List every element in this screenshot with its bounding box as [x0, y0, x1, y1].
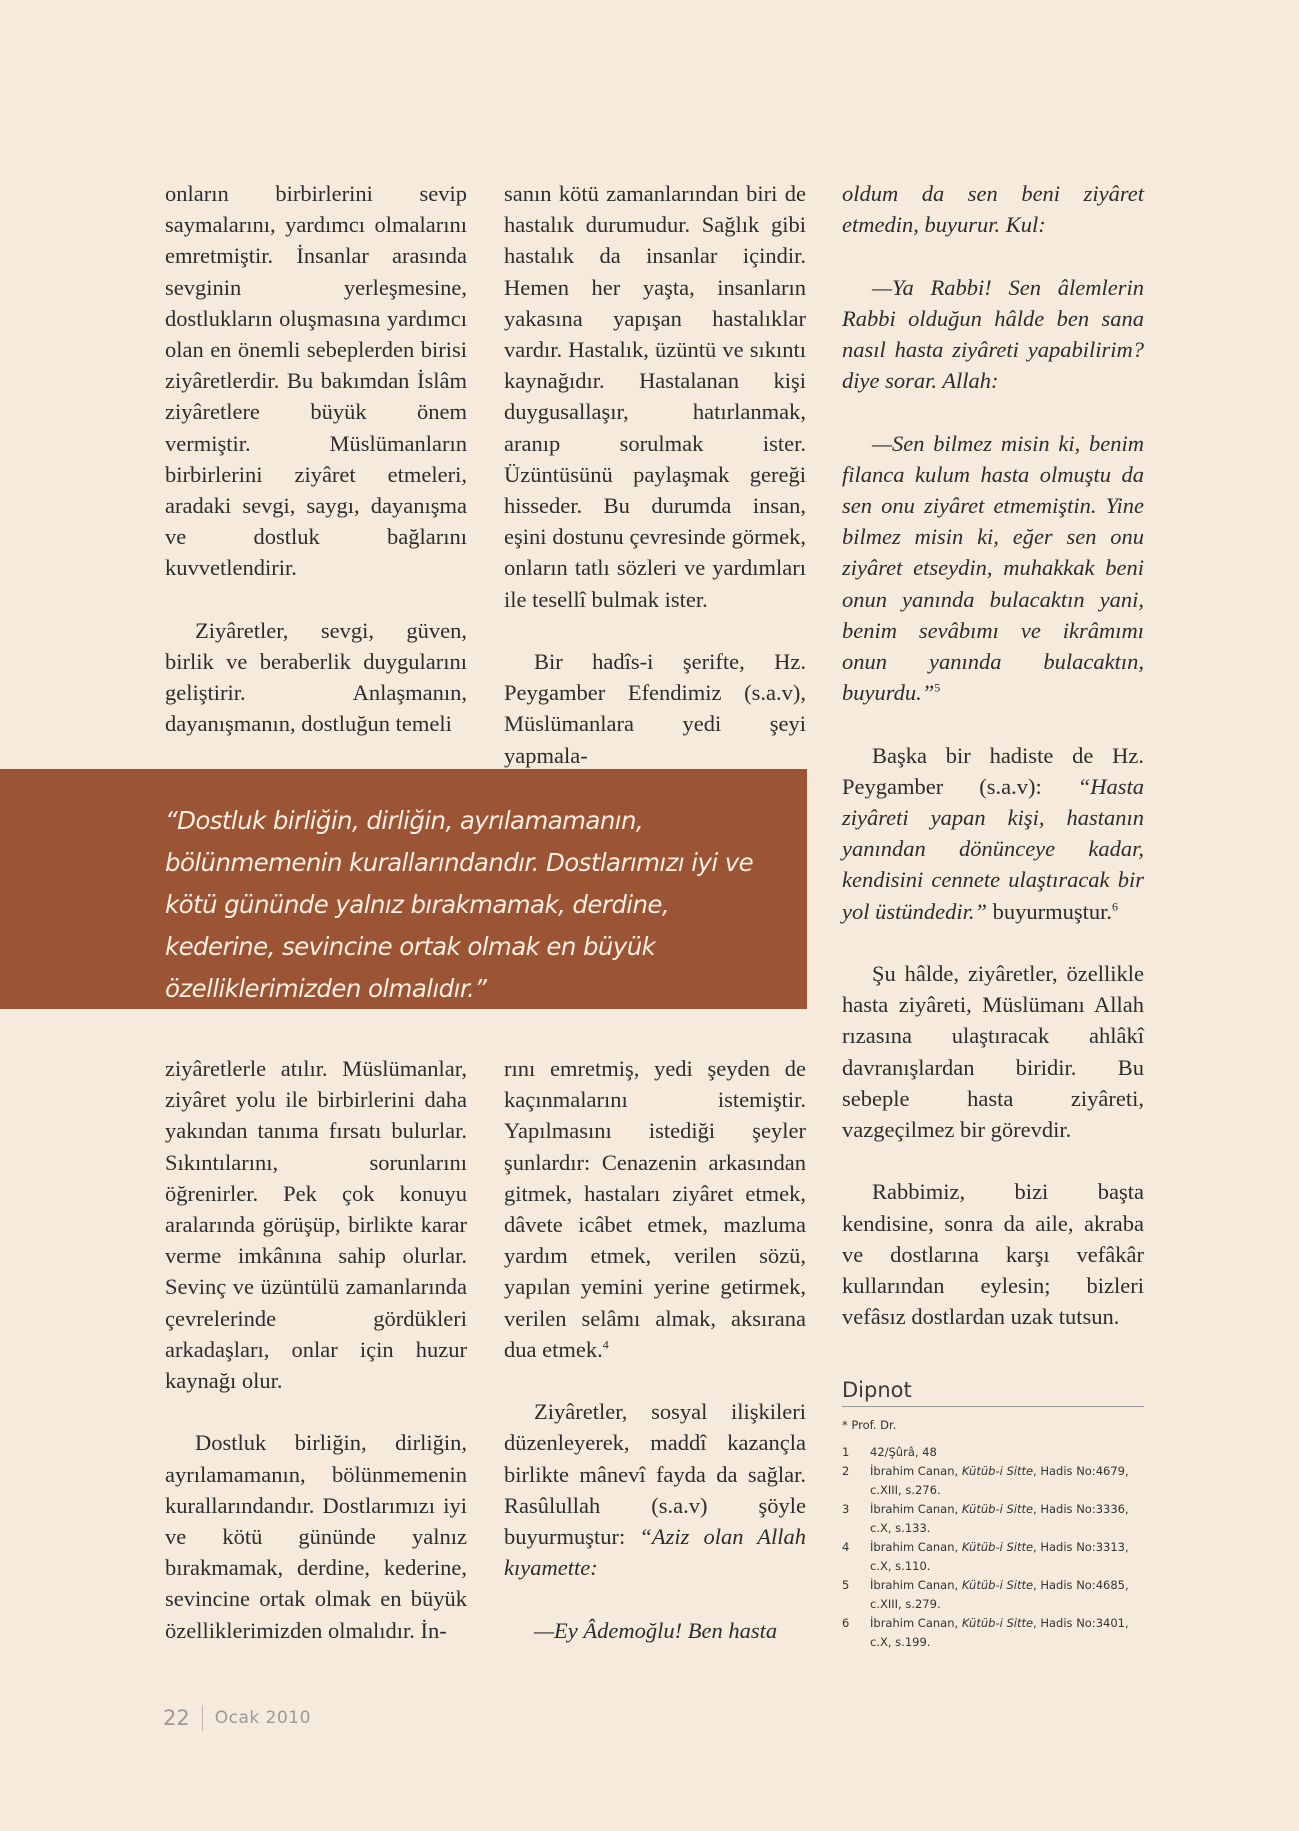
paragraph: Rabbimiz, bizi başta kendisine, sonra da aile, akraba ve dostlarına karşı vefâkâr kullarından eylesin; bizleri vefâsız dostlardan uzak tutsun. — [842, 1179, 1144, 1330]
paragraph-text: rını emretmiş, yedi şeyden de kaçınmalarını istemiştir. Yapılmasını istediği şeyler şunlardır: Cenazenin arkasından gitmek, hastaları ziyâret etmek, dâvete icâbet etmek, mazluma yardım etmek, verilen sözü, yapılan yemini yerine getirmek, verilen selâmı almak, aksırana dua etmek. — [504, 1056, 806, 1362]
hadith-quote: oldum da sen beni ziyâret etmedin, buyurur. Kul: — [842, 181, 1144, 238]
paragraph: Dostluk birliğin, dirliğin, ayrılamamanın, bölünmemenin kurallarındandır. Dostlarımızı iyi ve kötü gününde yalnız bırakmamak, derdine, kederine, sevincine ortak olmak en büyük özelliklerimizden olmalıdır. İn- — [165, 1430, 467, 1643]
footnote-book-title: Kütüb-i Sitte — [961, 1540, 1034, 1554]
footnotes — [842, 1416, 1144, 1652]
footnote-text: İbrahim Canan, Kütüb-i Sitte, Hadis No:4685, c.XIII, s.279. — [870, 1578, 1129, 1611]
footnote-item — [842, 1576, 1144, 1614]
hadith-quote: “Hasta ziyâreti yapan kişi, hastanın yanından dönünceye kadar, kendisini cennete ulaştıracak bir yol üstündedir.” — [842, 773, 1144, 924]
footnote-item — [842, 1443, 1144, 1462]
hadith-quote-text: —Sen bilmez misin ki, benim filanca kulum hasta olmuştu da sen onu ziyâret etmemiştin. Yine bilmez misin ki, eğer sen onu ziyâret etseydin, muhakkak beni onun yanında bulacaktın yani, benim sevâbımı ve ikrâmımı onun yanında bulacaktın, buyurdu.” — [842, 430, 1144, 706]
column-1-bottom — [165, 1053, 467, 1646]
footnote-ref: 5 — [934, 680, 941, 695]
hadith-quote: —Ya Rabbi! Sen âlemlerin Rabbi olduğun hâlde ben sana nasıl hasta ziyâreti yapabilirim? diye sorar. Allah: — [842, 274, 1144, 394]
footnote-text: İbrahim Canan, Kütüb-i Sitte, Hadis No:3313, c.X, s.110. — [870, 1540, 1129, 1573]
footnote-number: 5 — [842, 1578, 850, 1592]
paragraph: Şu hâlde, ziyâretler, özellikle hasta ziyâreti, Müslümanı Allah rızasına ulaştıracak ahlâkî davranışlardan biridir. Bu sebeple hasta ziyâreti, vazgeçilmez bir görevdir. — [842, 961, 1144, 1143]
column-2-bottom — [504, 1053, 806, 1646]
footnote-item — [842, 1462, 1144, 1500]
footnote-number: 4 — [842, 1540, 850, 1554]
hadith-quote: “Aziz olan Allah kıyamette: — [504, 1524, 806, 1581]
footnote-item — [842, 1614, 1144, 1652]
footnote-text: İbrahim Canan, Kütüb-i Sitte, Hadis No:4679, c.XIII, s.276. — [870, 1464, 1129, 1497]
column-3 — [842, 178, 1144, 1332]
paragraph — [504, 1396, 806, 1583]
footnote-number: 3 — [842, 1502, 850, 1516]
pull-quote: “Dostluk birliğin, dirliğin, ayrılamamanın, bölünmemenin kurallarındandır. Dostlarımızı iyi ve kötü gününde yalnız bırakmamak, derdine, kederine, sevincine ortak olmak en büyük özelliklerimizden olmalıdır.” — [165, 806, 754, 1003]
paragraph: sanın kötü zamanlarından biri de hastalık durumudur. Sağlık gibi hastalık da insanlar içindir. Hemen her yaşta, insanların yakasına yapışan hastalıklar vardır. Hastalık, üzüntü ve sıkıntı kaynağıdır. Hastalanan kişi duygusallaşır, hatırlanmak, aranıp sorulmak ister. Üzüntüsünü paylaşmak gereği hisseder. Bu durumda insan, eşini dostunu çevresinde görmek, onların tatlı sözleri ve yardımları ile tesellî bulmak ister. — [504, 181, 806, 612]
paragraph-text: buyurmuştur. — [987, 898, 1113, 924]
footnote-number: 2 — [842, 1464, 850, 1478]
footnote-item — [842, 1500, 1144, 1538]
footnote-book-title: Kütüb-i Sitte — [961, 1616, 1034, 1630]
footnote-item — [842, 1538, 1144, 1576]
page-footer — [163, 1705, 311, 1731]
paragraph — [842, 740, 1144, 927]
page-number: 22 — [163, 1706, 190, 1730]
footnote-book-title: Kütüb-i Sitte — [961, 1502, 1034, 1516]
paragraph: Ziyâretler, sevgi, güven, birlik ve beraberlik duygularını geliştirir. Anlaşmanın, dayanışmanın, dostluğun temeli — [165, 617, 467, 737]
author-note: * Prof. Dr. — [842, 1418, 897, 1432]
footnote-number: 6 — [842, 1616, 850, 1630]
paragraph-text: Başka bir hadiste de Hz. Peygamber (s.a.v): — [842, 742, 1144, 799]
footnote-book-title: Kütüb-i Sitte — [961, 1464, 1034, 1478]
paragraph — [504, 1053, 806, 1365]
paragraph: Bir hadîs-i şerifte, Hz. Peygamber Efendimiz (s.a.v), Müslümanlara yedi şeyi yapmala- — [504, 649, 806, 768]
paragraph: onların birbirlerini sevip saymalarını, yardımcı olmalarını emretmiştir. İnsanlar arasında sevginin yerleşmesine, dostlukların oluşmasına yardımcı olan en önemli sebeplerden birisi ziyâretlerdir. Bu bakımdan İslâm ziyâretlere büyük önem vermiştir. Müslümanların birbirlerini ziyâret etmeleri, aradaki sevgi, saygı, dayanışma ve dostluk bağlarını kuvvetlendirir. — [165, 181, 467, 581]
footnotes-title: Dipnot — [842, 1378, 1144, 1407]
paragraph-text: Ziyâretler, sosyal ilişkileri düzenleyerek, maddî kazançla birlikte mânevî fayda da sağlar. Rasûlullah (s.a.v) şöyle buyurmuştur: — [504, 1399, 806, 1550]
footnote-ref: 4 — [602, 1337, 609, 1352]
column-2-top — [504, 178, 806, 771]
paragraph: ziyâretlerle atılır. Müslümanlar, ziyâret yolu ile birbirlerini daha yakından tanıma fırsatı bulurlar. Sıkıntılarını, sorunlarını öğrenirler. Pek çok konuyu aralarında görüşüp, birlikte karar verme imkânına sahip olurlar. Sevinç ve üzüntülü zamanlarında çevrelerinde gördükleri arkadaşları, onlar için huzur kaynağı olur. — [165, 1056, 467, 1394]
column-1-top — [165, 178, 467, 740]
footnote-list — [842, 1443, 1144, 1652]
footnote-text: 42/Şûrâ, 48 — [870, 1445, 937, 1459]
hadith-quote: —Ey Âdemoğlu! Ben hasta — [534, 1617, 778, 1643]
footnote-text: İbrahim Canan, Kütüb-i Sitte, Hadis No:3336, c.X, s.133. — [870, 1502, 1129, 1535]
footer-separator — [202, 1705, 203, 1731]
footnote-text: İbrahim Canan, Kütüb-i Sitte, Hadis No:3401, c.X, s.199. — [870, 1616, 1129, 1649]
footnote-book-title: Kütüb-i Sitte — [961, 1578, 1034, 1592]
issue-date: Ocak 2010 — [214, 1708, 311, 1728]
footnote-ref: 6 — [1112, 899, 1119, 914]
hadith-quote — [842, 428, 1144, 709]
footnote-number: 1 — [842, 1445, 850, 1459]
